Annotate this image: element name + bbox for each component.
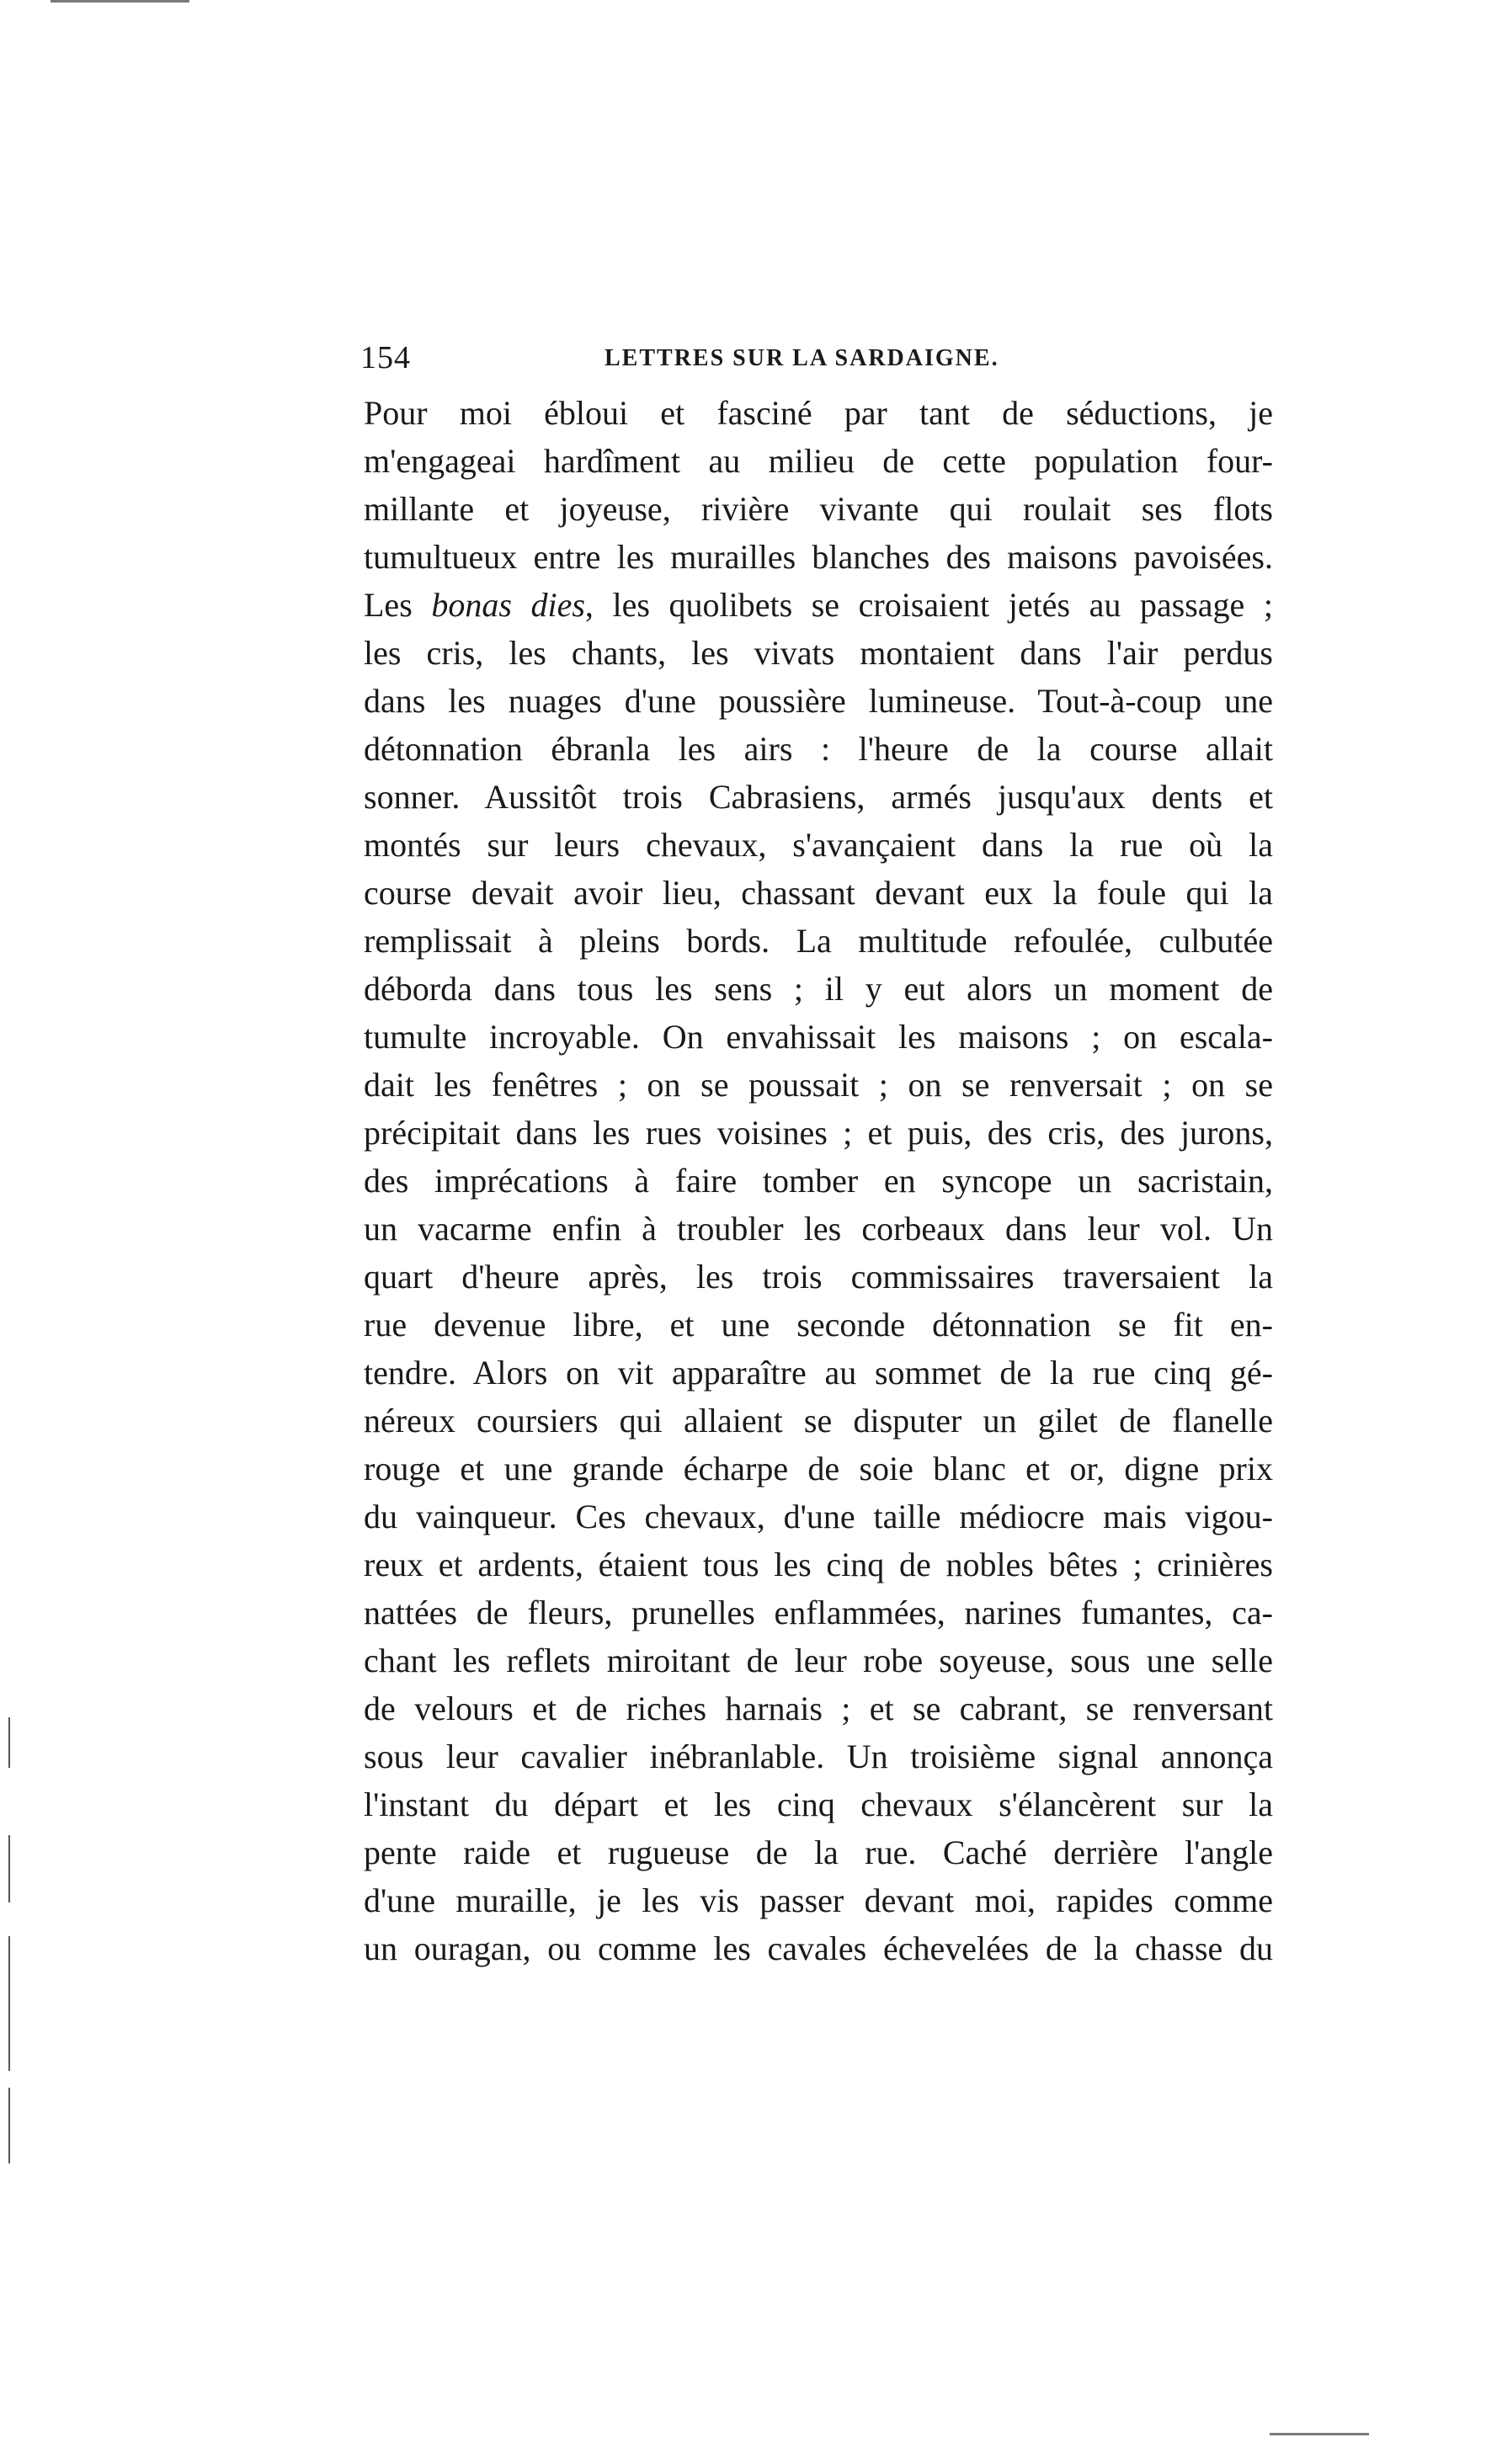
text-line: rue devenue libre, et une seconde détonnation se fit en- [364,1306,1273,1344]
text-line: dait les fenêtres ; on se poussait ; on se renversait ; on se [364,1066,1273,1104]
text-line: pente raide et rugueuse de la rue. Caché derrière l'angle [364,1833,1273,1871]
text-line: précipitait dans les rues voisines ; et puis, des cris, des jurons, [364,1114,1273,1152]
running-title: LETTRES SUR LA SARDAIGNE. [605,345,999,371]
page-number: 154 [360,340,411,375]
text-line: d'une muraille, je les vis passer devant moi, rapides comme [364,1881,1273,1919]
text-line: sous leur cavalier inébranlable. Un troisième signal annonça [364,1738,1273,1775]
body-text [364,389,1273,1972]
text-line: Pour moi ébloui et fasciné par tant de séductions, je [364,394,1273,432]
scan-margin-mark [8,1835,10,1903]
text-line: déborda dans tous les sens ; il y eut alors un moment de [364,970,1273,1008]
text-line: un vacarme enfin à troubler les corbeaux dans leur vol. Un [364,1210,1273,1248]
text-line: les cris, les chants, les vivats montaient dans l'air perdus [364,634,1273,672]
text-line: reux et ardents, étaient tous les cinq de nobles bêtes ; crinières [364,1546,1273,1583]
text-line: un ouragan, ou comme les cavales échevelées de la chasse du [364,1929,1273,1967]
text-line: millante et joyeuse, rivière vivante qui roulait ses flots [364,490,1273,528]
text-line: remplissait à pleins bords. La multitude refoulée, culbutée [364,922,1273,960]
text-line: montés sur leurs chevaux, s'avançaient dans la rue où la [364,826,1273,864]
text-line: tumulte incroyable. On envahissait les maisons ; on escala- [364,1018,1273,1056]
text-line: chant les reflets miroitant de leur robe soyeuse, sous une selle [364,1642,1273,1679]
text-line: rouge et une grande écharpe de soie blanc et or, digne prix [364,1450,1273,1487]
text-line: tendre. Alors on vit apparaître au sommet de la rue cinq gé- [364,1354,1273,1392]
text-line: nattées de fleurs, prunelles enflammées, narines fumantes, ca- [364,1594,1273,1631]
text-line: des imprécations à faire tomber en syncope un sacristain, [364,1162,1273,1200]
text-line: détonnation ébranla les airs : l'heure de la course allait [364,730,1273,768]
scan-edge-rule-top [51,0,189,3]
text-line: sonner. Aussitôt trois Cabrasiens, armés jusqu'aux dents et [364,778,1273,816]
page-header [360,337,1283,379]
text-line: m'engageai hardîment au milieu de cette population four- [364,442,1273,480]
italic-phrase: bonas dies [431,586,585,624]
scan-margin-mark [8,1717,10,1768]
text-line: néreux coursiers qui allaient se disputer un gilet de flanelle [364,1402,1273,1440]
text-line: l'instant du départ et les cinq chevaux s'élancèrent sur la [364,1785,1273,1823]
scan-margin-mark [8,1936,10,2071]
text-line: Les bonas dies, les quolibets se croisaient jetés au passage ; [364,586,1273,624]
text-line: course devait avoir lieu, chassant devant eux la foule qui la [364,874,1273,912]
text-line: tumultueux entre les murailles blanches des maisons pavoisées. [364,538,1273,576]
text-line: dans les nuages d'une poussière lumineuse. Tout-à-coup une [364,682,1273,720]
text-line: du vainqueur. Ces chevaux, d'une taille médiocre mais vigou- [364,1498,1273,1535]
text-line: quart d'heure après, les trois commissaires traversaient la [364,1258,1273,1296]
scan-edge-rule-bottom [1270,2433,1369,2435]
text-line: de velours et de riches harnais ; et se cabrant, se renversant [364,1690,1273,1727]
scan-margin-mark [8,2088,10,2163]
